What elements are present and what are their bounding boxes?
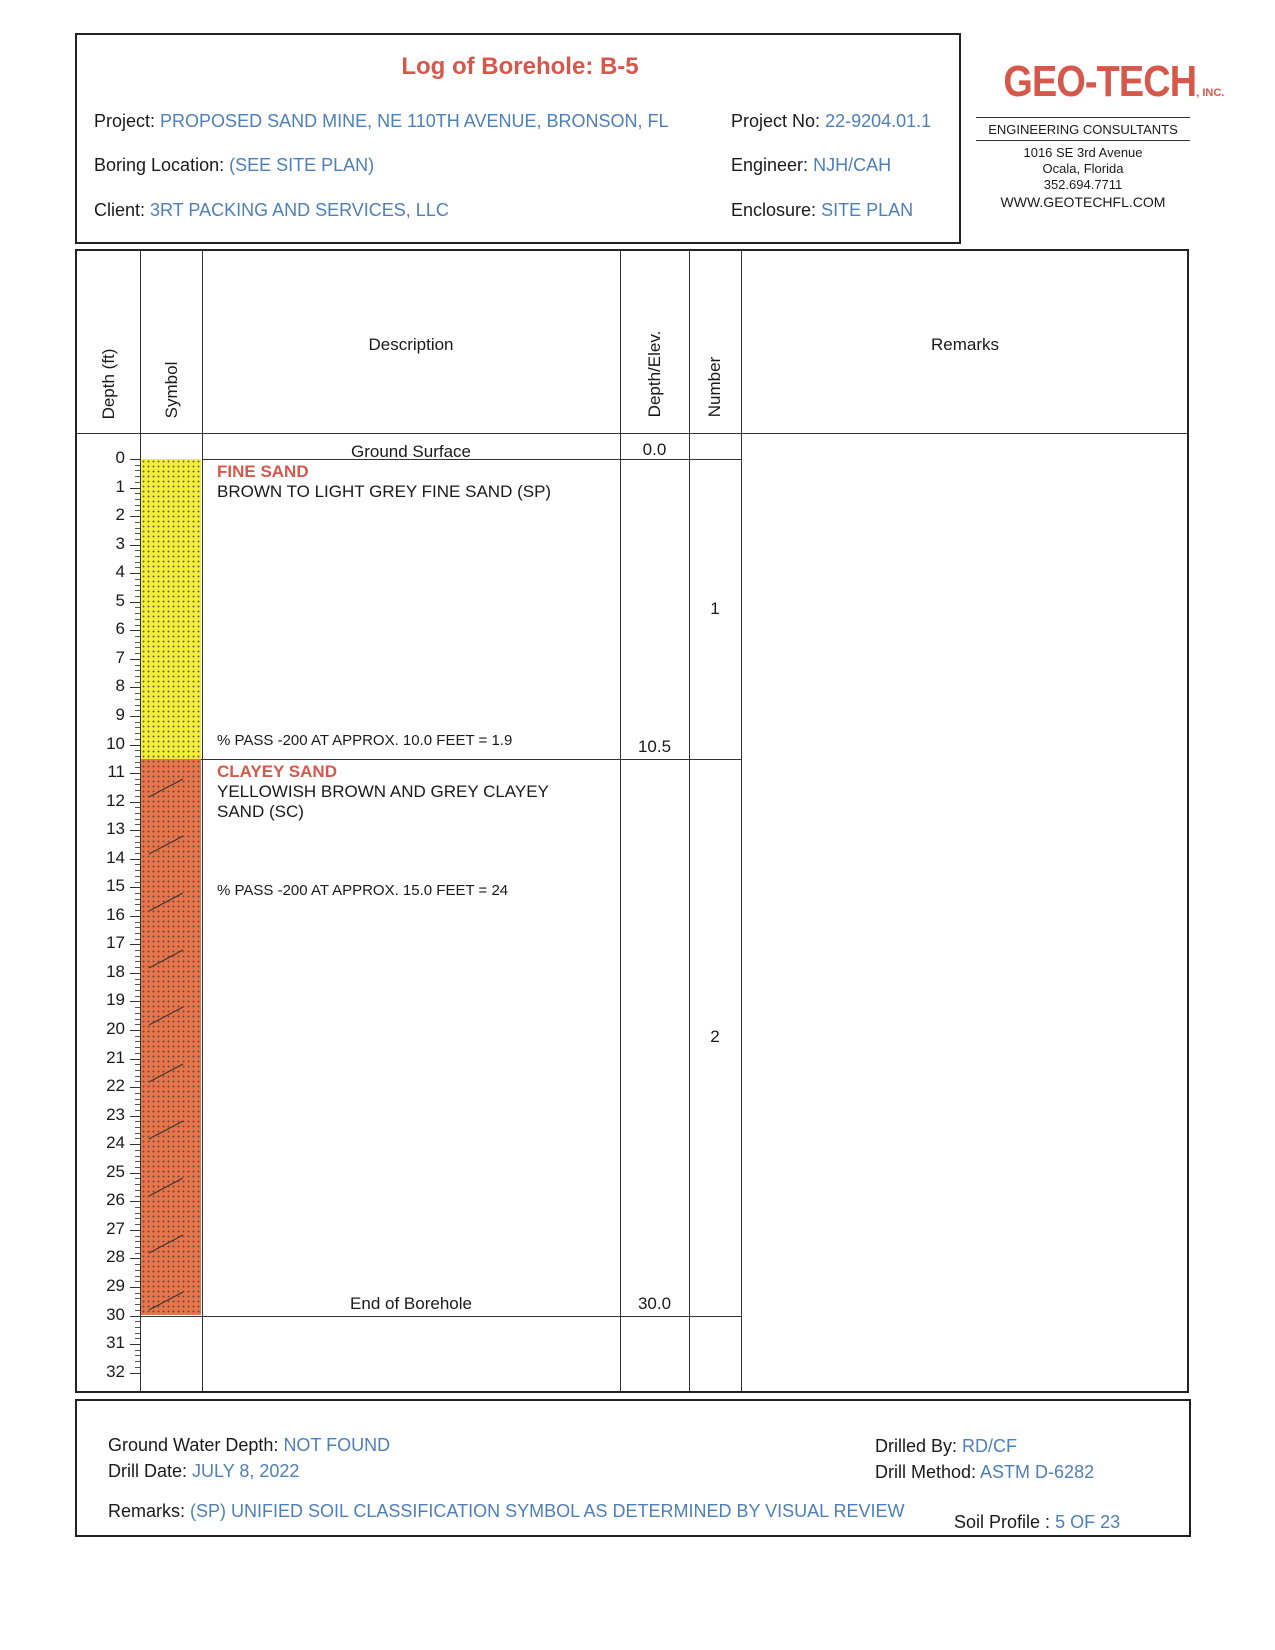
depth-tick-label: 30 [106, 1304, 125, 1324]
layer-note: % PASS -200 AT APPROX. 15.0 FEET = 24 [217, 881, 509, 899]
footer-box [75, 1399, 1191, 1537]
depth-tick-label: 8 [115, 676, 125, 696]
depth-tick-minor [135, 767, 140, 768]
company-address-2: Ocala, Florida [1042, 161, 1124, 176]
col-header-depth: Depth (ft) [99, 348, 118, 420]
depth-tick-minor [135, 893, 140, 894]
depth-tick-minor [135, 882, 140, 883]
depth-tick-major [130, 1287, 140, 1288]
depth-tick-minor [135, 727, 140, 728]
depth-tick-minor [135, 950, 140, 951]
depth-tick-label: 21 [106, 1047, 125, 1067]
depth-tick-minor [135, 1338, 140, 1339]
depth-tick-minor [135, 699, 140, 700]
engineer-label: Engineer: [731, 155, 809, 175]
depth-tick-minor [135, 910, 140, 911]
depth-tick-minor [135, 1121, 140, 1122]
logo-suffix: , INC. [1196, 87, 1225, 99]
depth-tick-minor [135, 813, 140, 814]
depth-tick-label: 27 [106, 1218, 125, 1238]
depth-tick-minor [135, 1076, 140, 1077]
depth-tick-minor [135, 1047, 140, 1048]
depth-tick-minor [135, 750, 140, 751]
depth-tick-label: 24 [106, 1133, 125, 1153]
depth-tick-minor [135, 733, 140, 734]
engineer-row [731, 155, 891, 176]
depth-tick-minor [135, 1093, 140, 1094]
depth-tick-major [130, 1316, 140, 1317]
enclosure-label: Enclosure: [731, 200, 817, 220]
depth-tick-minor [135, 1361, 140, 1362]
depth-tick-major [130, 488, 140, 489]
depth-tick-minor [135, 1053, 140, 1054]
depth-tick-major [130, 1201, 140, 1202]
depth-tick-label: 23 [106, 1104, 125, 1124]
depth-tick-minor [135, 1196, 140, 1197]
depth-tick-major [130, 916, 140, 917]
depth-tick-minor [135, 1041, 140, 1042]
depth-tick-minor [135, 1241, 140, 1242]
ground-water-label: Ground Water Depth: [108, 1435, 279, 1455]
depth-tick-minor [135, 1355, 140, 1356]
depth-tick-major [130, 887, 140, 888]
depth-tick-minor [135, 927, 140, 928]
depth-tick-major [130, 630, 140, 631]
depth-tick-label: 1 [115, 476, 125, 496]
depth-tick-minor [135, 505, 140, 506]
depth-tick-major [130, 1258, 140, 1259]
depth-tick-minor [135, 642, 140, 643]
ground-surface-depth: 0.0 [642, 440, 667, 459]
layer-bottom-depth: 10.5 [637, 736, 672, 756]
depth-tick-minor [135, 619, 140, 620]
depth-tick-label: 25 [106, 1161, 125, 1181]
depth-tick-label: 2 [115, 505, 125, 525]
end-of-borehole-label: End of Borehole [350, 1294, 472, 1313]
depth-tick-label: 20 [106, 1019, 125, 1038]
project-no-row [731, 111, 931, 132]
depth-tick-minor [135, 1127, 140, 1128]
logo-text: GEO-TECH [1003, 57, 1197, 106]
project-row [94, 111, 669, 132]
depth-tick-minor [135, 1161, 140, 1162]
layer-boundary [140, 1316, 741, 1317]
clay-hatch-line [149, 1007, 183, 1025]
engineer-value: NJH/CAH [813, 155, 892, 175]
clay-hatch-line [149, 1178, 183, 1196]
depth-tick-minor [135, 1024, 140, 1025]
depth-tick-minor [135, 682, 140, 683]
depth-tick-minor [135, 533, 140, 534]
log-table [75, 249, 1189, 1393]
depth-tick-minor [135, 1150, 140, 1151]
depth-tick-minor [135, 510, 140, 511]
depth-tick-label: 15 [106, 876, 125, 896]
clay-hatch-line [149, 1235, 183, 1253]
ground-surface-label: Ground Surface [350, 442, 471, 461]
depth-tick-minor [135, 562, 140, 563]
col-header-symbol: Symbol [162, 361, 181, 419]
depth-tick-minor [135, 1327, 140, 1328]
depth-tick-major [130, 1344, 140, 1345]
depth-tick-minor [135, 1253, 140, 1254]
ground-water-value: NOT FOUND [283, 1435, 391, 1455]
col-header-remarks: Remarks [930, 335, 999, 354]
depth-tick-major [130, 830, 140, 831]
depth-tick-minor [135, 984, 140, 985]
depth-tick-label: 12 [106, 790, 125, 810]
depth-tick-minor [135, 1310, 140, 1311]
depth-tick-minor [135, 556, 140, 557]
depth-tick-major [130, 859, 140, 860]
depth-tick-minor [135, 790, 140, 791]
company-address-1: 1016 SE 3rd Avenue [1023, 145, 1143, 160]
depth-tick-minor [135, 853, 140, 854]
depth-tick-label: 4 [115, 562, 125, 582]
depth-tick-minor [135, 939, 140, 940]
depth-tick-minor [135, 665, 140, 666]
depth-tick-minor [135, 933, 140, 934]
depth-tick-minor [135, 1099, 140, 1100]
depth-tick-minor [135, 1264, 140, 1265]
clay-hatch-line [149, 1121, 183, 1139]
company-block [972, 57, 1225, 211]
boring-label: Boring Location: [94, 155, 225, 175]
depth-tick-label: 18 [106, 961, 125, 981]
depth-tick-minor [135, 836, 140, 837]
company-phone: 352.694.7711 [1043, 177, 1123, 192]
depth-tick-minor [135, 864, 140, 865]
drill-date-row [108, 1461, 299, 1482]
soil-profile-label: Soil Profile : [954, 1512, 1051, 1532]
depth-tick-minor [135, 539, 140, 540]
depth-tick-minor [135, 1367, 140, 1368]
depth-tick-minor [135, 1190, 140, 1191]
remarks-row [108, 1501, 905, 1522]
col-header-description: Description [368, 335, 454, 354]
depth-tick-major [130, 1373, 140, 1374]
depth-tick-minor [135, 1081, 140, 1082]
clay-hatch-line [149, 893, 183, 911]
depth-tick-major [130, 773, 140, 774]
depth-tick-label: 6 [115, 619, 125, 639]
depth-tick-minor [135, 1281, 140, 1282]
soil-profile-value: 5 OF 23 [1055, 1512, 1121, 1532]
depth-tick-minor [135, 899, 140, 900]
depth-tick-minor [135, 1213, 140, 1214]
depth-tick-minor [135, 961, 140, 962]
depth-tick-label: 9 [115, 704, 125, 724]
drill-method-label: Drill Method: [875, 1462, 977, 1482]
depth-tick-minor [135, 613, 140, 614]
depth-tick-major [130, 1144, 140, 1145]
depth-tick-minor [135, 653, 140, 654]
client-value: 3RT PACKING AND SERVICES, LLC [150, 200, 449, 220]
depth-tick-minor [135, 522, 140, 523]
depth-tick-label: 5 [115, 590, 125, 610]
depth-tick-minor [135, 1236, 140, 1237]
depth-tick-minor [135, 990, 140, 991]
depth-tick-minor [135, 824, 140, 825]
enclosure-row [731, 200, 913, 221]
depth-tick-major [130, 802, 140, 803]
layer-description: YELLOWISH BROWN AND GREY CLAYEY SAND (SC) [217, 781, 549, 821]
layer-description: BROWN TO LIGHT GREY FINE SAND (SP) [217, 482, 552, 501]
depth-tick-minor [135, 1104, 140, 1105]
ground-water-row [108, 1435, 390, 1456]
depth-tick-minor [135, 1064, 140, 1065]
layer-symbol [141, 459, 201, 759]
clay-hatch-line [149, 779, 183, 797]
depth-tick-minor [135, 967, 140, 968]
depth-tick-minor [135, 756, 140, 757]
depth-tick-minor [135, 607, 140, 608]
depth-tick-label: 31 [106, 1333, 125, 1353]
depth-tick-minor [135, 476, 140, 477]
depth-tick-minor [135, 842, 140, 843]
depth-tick-major [130, 516, 140, 517]
depth-tick-minor [135, 1156, 140, 1157]
depth-tick-minor [135, 636, 140, 637]
company-tagline: ENGINEERING CONSULTANTS [988, 122, 1178, 137]
depth-tick-minor [135, 499, 140, 500]
company-logo [972, 57, 1225, 117]
depth-tick-minor [135, 1138, 140, 1139]
depth-tick-minor [135, 847, 140, 848]
drilled-by-label: Drilled By: [875, 1436, 958, 1456]
header-box [75, 33, 961, 244]
depth-tick-minor [135, 1133, 140, 1134]
depth-tick-minor [135, 807, 140, 808]
depth-tick-minor [135, 1333, 140, 1334]
depth-tick-label: 17 [106, 933, 125, 953]
depth-tick-minor [135, 1013, 140, 1014]
depth-tick-label: 7 [115, 647, 125, 667]
depth-tick-minor [135, 1110, 140, 1111]
depth-tick-major [130, 716, 140, 717]
depth-tick-major [130, 459, 140, 460]
depth-tick-minor [135, 1350, 140, 1351]
depth-tick-minor [135, 705, 140, 706]
depth-tick-minor [135, 819, 140, 820]
depth-tick-minor [135, 493, 140, 494]
client-label: Client: [94, 200, 146, 220]
depth-tick-minor [135, 876, 140, 877]
depth-tick-minor [135, 670, 140, 671]
depth-tick-minor [135, 710, 140, 711]
depth-tick-label: 0 [115, 448, 125, 467]
depth-tick-major [130, 1087, 140, 1088]
depth-tick-major [130, 973, 140, 974]
depth-tick-label: 22 [106, 1076, 125, 1096]
depth-tick-minor [135, 1276, 140, 1277]
clay-hatch-line [149, 1064, 183, 1082]
depth-tick-minor [135, 625, 140, 626]
depth-tick-minor [135, 693, 140, 694]
depth-tick-label: 32 [106, 1361, 125, 1381]
depth-tick-minor [135, 784, 140, 785]
depth-tick-major [130, 1030, 140, 1031]
depth-tick-label: 10 [106, 733, 125, 753]
drill-date-value: JULY 8, 2022 [192, 1461, 300, 1481]
depth-tick-minor [135, 579, 140, 580]
depth-tick-minor [135, 1321, 140, 1322]
depth-tick-label: 13 [106, 819, 125, 839]
depth-tick-minor [135, 1224, 140, 1225]
depth-tick-minor [135, 1007, 140, 1008]
project-no-label: Project No: [731, 111, 821, 131]
sample-number: 2 [710, 1027, 720, 1047]
remarks-label: Remarks: [108, 1501, 186, 1521]
depth-tick-minor [135, 1070, 140, 1071]
depth-tick-minor [135, 1184, 140, 1185]
depth-tick-minor [135, 904, 140, 905]
layer-title: FINE SAND [217, 462, 309, 481]
depth-tick-minor [135, 956, 140, 957]
layer-bottom-depth: 30.0 [637, 1293, 672, 1313]
depth-tick-label: 28 [106, 1247, 125, 1267]
depth-tick-minor [135, 739, 140, 740]
depth-tick-minor [135, 1298, 140, 1299]
depth-tick-major [130, 1230, 140, 1231]
depth-tick-major [130, 545, 140, 546]
depth-tick-minor [135, 1036, 140, 1037]
project-label: Project: [94, 111, 156, 131]
layer-boundary [140, 759, 741, 760]
depth-tick-minor [135, 762, 140, 763]
depth-tick-minor [135, 676, 140, 677]
enclosure-value: SITE PLAN [821, 200, 914, 220]
depth-tick-minor [135, 779, 140, 780]
page-title: Log of Borehole: B-5 [401, 53, 639, 80]
depth-tick-minor [135, 1270, 140, 1271]
drill-method-value: ASTM D-6282 [980, 1462, 1095, 1482]
depth-tick-minor [135, 528, 140, 529]
depth-tick-minor [135, 590, 140, 591]
depth-tick-major [130, 1173, 140, 1174]
boring-value: (SEE SITE PLAN) [229, 155, 375, 175]
depth-tick-minor [135, 1019, 140, 1020]
depth-tick-minor [135, 465, 140, 466]
soil-profile-row [954, 1512, 1120, 1533]
remarks-value: (SP) UNIFIED SOIL CLASSIFICATION SYMBOL AS DETERMINED BY VISUAL REVIEW [190, 1501, 905, 1521]
clay-hatch-marks [141, 759, 201, 1316]
sample-number: 1 [710, 598, 720, 618]
depth-tick-major [130, 573, 140, 574]
clay-hatch-line [149, 1292, 183, 1310]
depth-tick-minor [135, 870, 140, 871]
depth-tick-minor [135, 922, 140, 923]
depth-tick-minor [135, 1293, 140, 1294]
project-value: PROPOSED SAND MINE, NE 110TH AVENUE, BRONSON, FL [160, 111, 669, 131]
depth-tick-minor [135, 550, 140, 551]
clay-hatch-line [149, 836, 183, 854]
depth-tick-label: 3 [115, 533, 125, 553]
depth-tick-minor [135, 1207, 140, 1208]
layer-title: CLAYEY SAND [217, 761, 337, 781]
depth-tick-major [130, 687, 140, 688]
drilled-by-value: RD/CF [962, 1436, 1018, 1456]
depth-tick-minor [135, 470, 140, 471]
depth-tick-major [130, 602, 140, 603]
depth-tick-minor [135, 1178, 140, 1179]
depth-tick-minor [135, 979, 140, 980]
depth-tick-label: 11 [107, 762, 125, 782]
depth-tick-minor [135, 482, 140, 483]
depth-tick-major [130, 1116, 140, 1117]
depth-tick-major [130, 944, 140, 945]
depth-tick-major [130, 1059, 140, 1060]
client-row [94, 200, 449, 221]
depth-tick-minor [135, 996, 140, 997]
clay-hatch-line [149, 950, 183, 968]
depth-tick-minor [135, 1218, 140, 1219]
depth-tick-minor [135, 585, 140, 586]
depth-tick-label: 29 [106, 1275, 125, 1295]
depth-tick-major [130, 1001, 140, 1002]
drilled-by-row [875, 1436, 1017, 1457]
company-website: WWW.GEOTECHFL.COM [1000, 194, 1166, 210]
col-header-depth-elev: Depth/Elev. [645, 330, 664, 418]
depth-tick-minor [135, 567, 140, 568]
depth-tick-label: 26 [106, 1190, 125, 1210]
depth-tick-label: 14 [106, 847, 125, 867]
drill-method-row [875, 1462, 1094, 1483]
depth-tick-major [130, 659, 140, 660]
depth-tick-label: 16 [106, 904, 125, 924]
project-no-value: 22-9204.01.1 [825, 111, 932, 131]
depth-tick-minor [135, 596, 140, 597]
depth-tick-minor [135, 796, 140, 797]
depth-tick-minor [135, 1304, 140, 1305]
col-header-number: Number [705, 356, 724, 418]
drill-date-label: Drill Date: [108, 1461, 188, 1481]
boring-row [94, 155, 374, 176]
depth-tick-label: 19 [106, 990, 125, 1010]
depth-tick-minor [135, 722, 140, 723]
depth-tick-minor [135, 1247, 140, 1248]
depth-tick-minor [135, 647, 140, 648]
depth-tick-minor [135, 1167, 140, 1168]
depth-tick-major [130, 745, 140, 746]
layer-note: % PASS -200 AT APPROX. 10.0 FEET = 1.9 [217, 731, 513, 749]
